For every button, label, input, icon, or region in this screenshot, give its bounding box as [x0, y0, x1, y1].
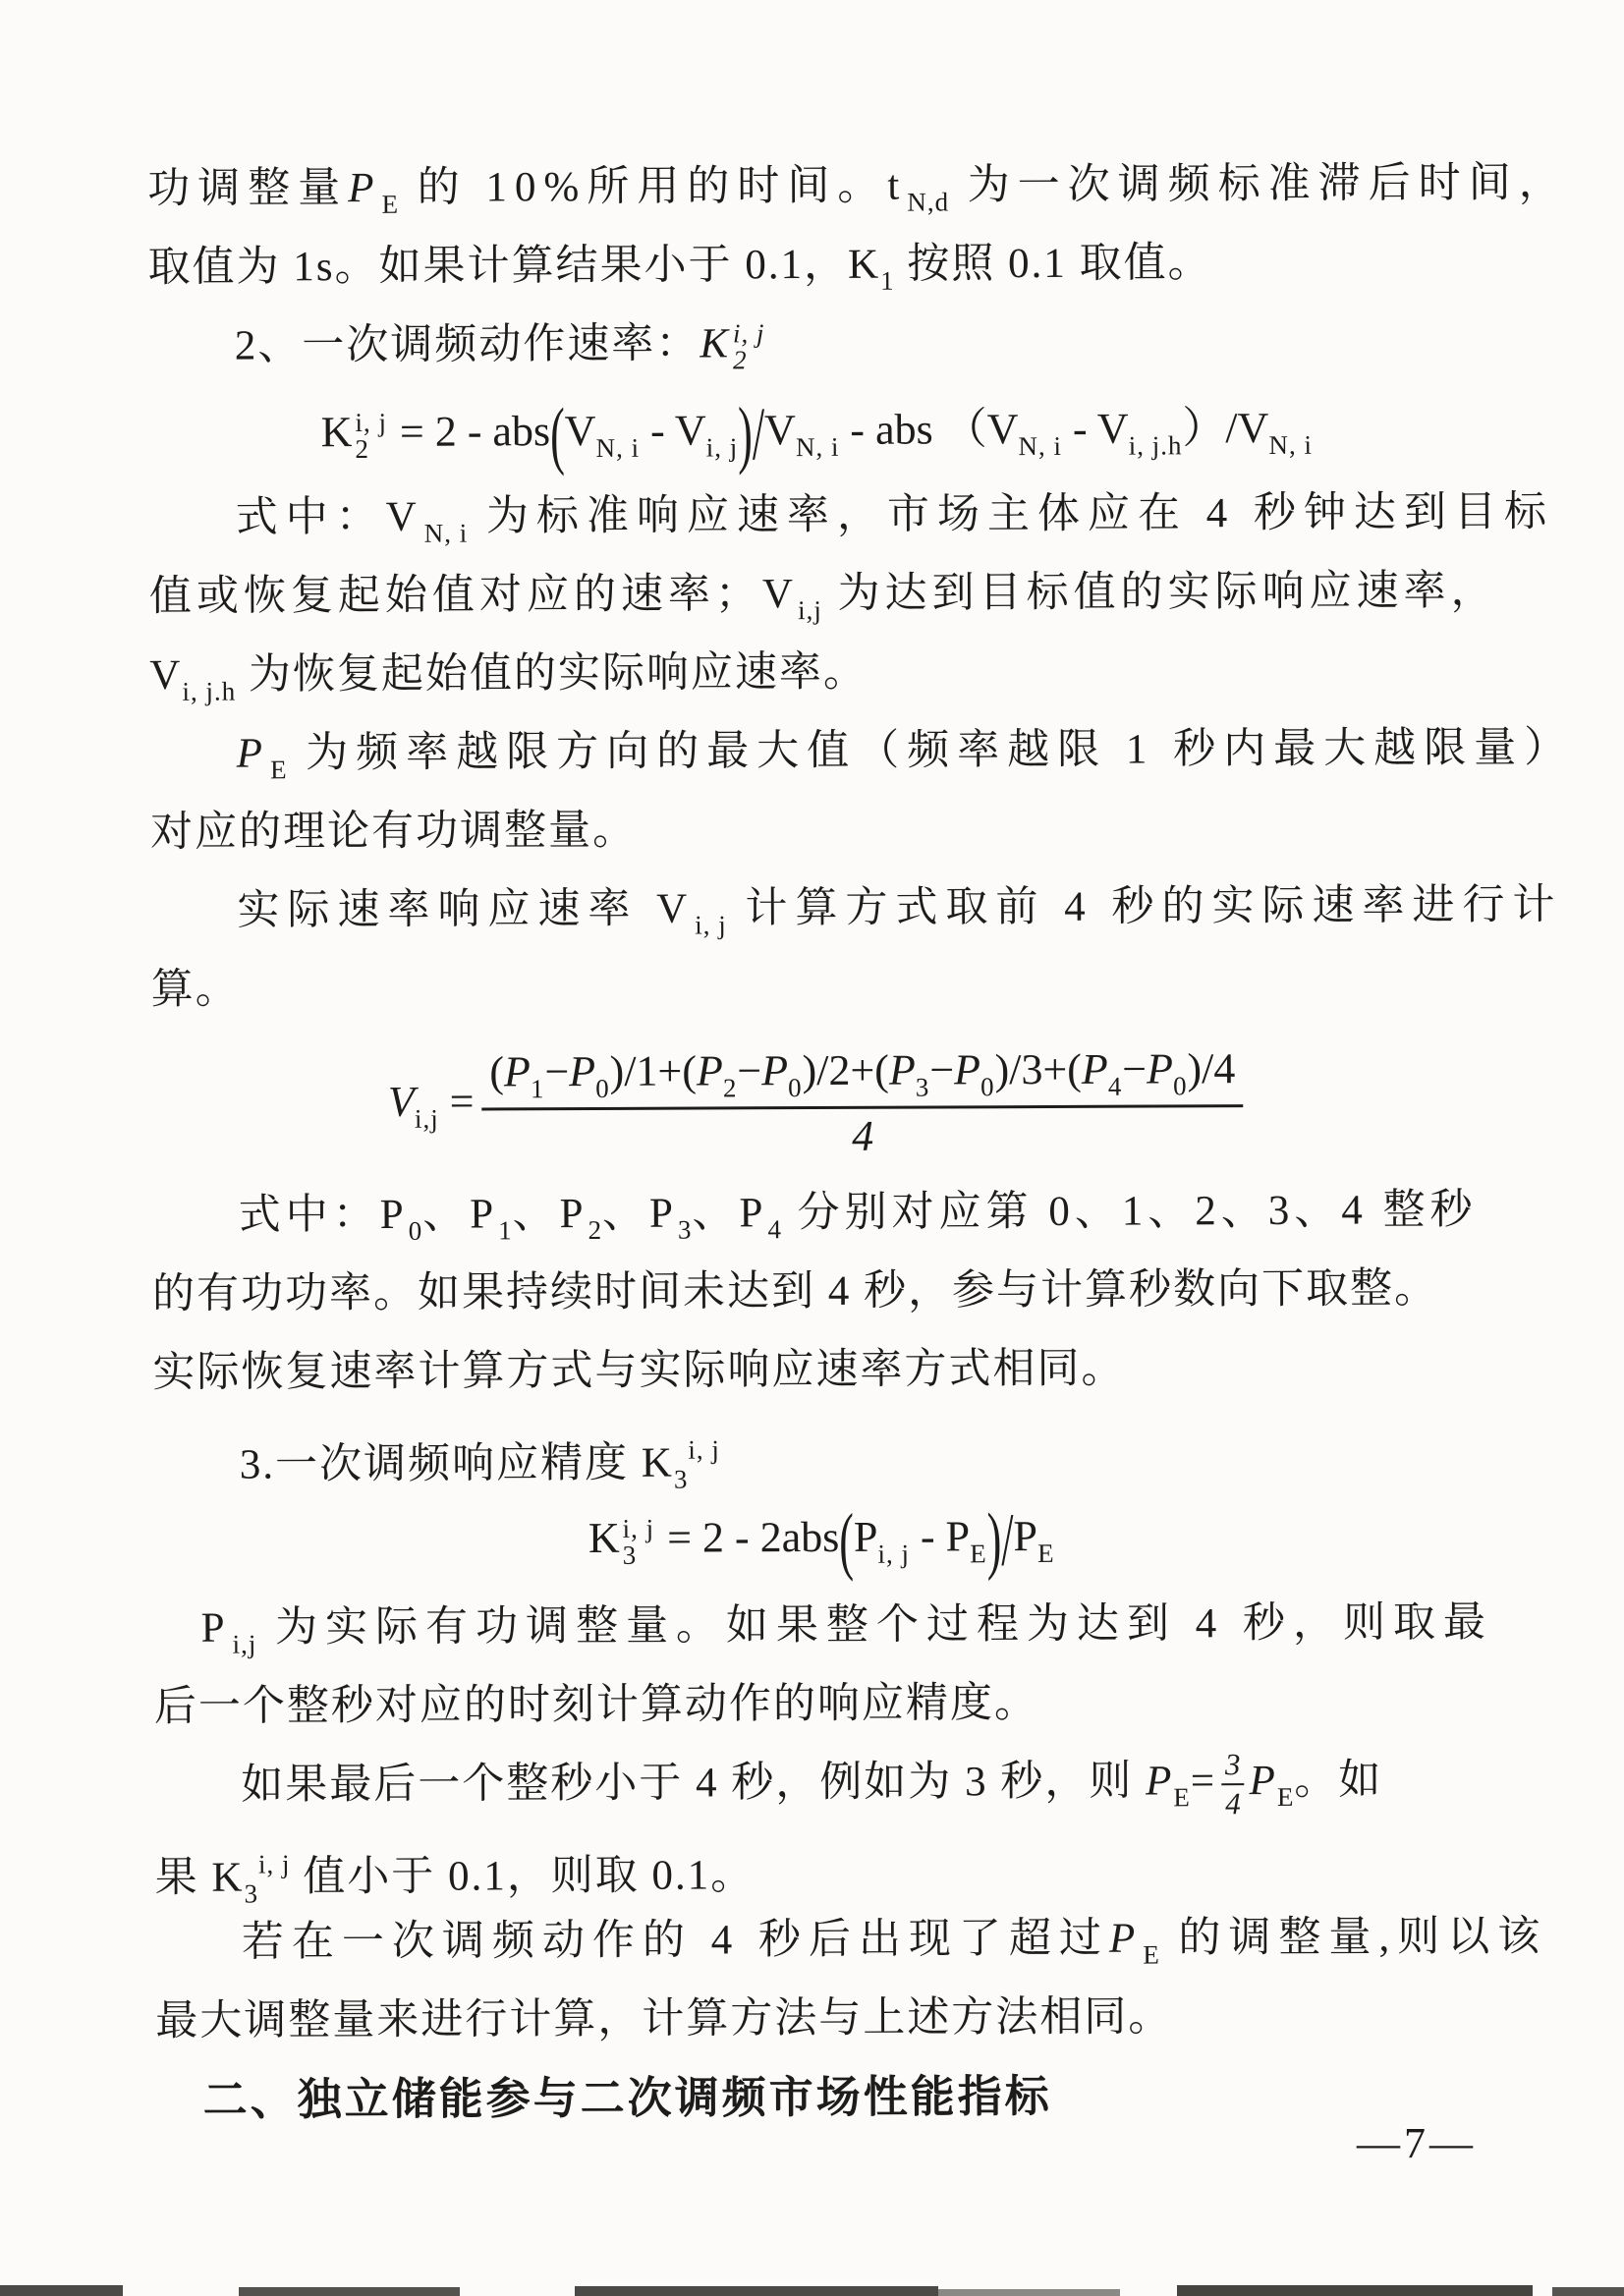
- scan-artifact-strip: [239, 2287, 460, 2296]
- line-2: 取值为 1s。如果计算结果小于 0.1，$K_1$ 按照 0.1 取值。: [147, 240, 1212, 296]
- line-20: 如果最后一个整秒小于 4 秒，例如为 3 秒，则 $P_E=$ $\frac{3}{4}$ $P_E$。如: [241, 1747, 1383, 1820]
- line-1: 功调整量$P_E$ 的 10%所用的时间。$t_{N,d}$ 为一次调频标准滞后时间，: [147, 159, 1569, 219]
- line-3: 2、一次调频动作速率：K i, j 2: [234, 318, 765, 375]
- line-13: 式中：$P_0$、$P_1$、$P_2$、$P_3$、$P_4$ 分别对应第 0、1、2、3、4 整秒: [238, 1187, 1478, 1246]
- line-18: $P_{i,j}$ 为实际有功调整量。如果整个过程为达到 4 秒，则取最: [200, 1599, 1494, 1659]
- scan-artifact-strip: [1552, 2287, 1624, 2296]
- formula-k2: K i, j 2 = $2 - abs(V_{N, i} - V_{i, j})/V_{N, i}$ - abs $(V_{N, i} - V_{i, j.h})/V_{N, i}$: [320, 392, 1313, 477]
- line-9: 对应的理论有功调整量。: [149, 807, 638, 856]
- line-22: 若在一次调频动作的 4 秒后出现了超过$P_E$ 的调整量,则以该: [241, 1913, 1548, 1970]
- line-23: 最大调整量来进行计算，计算方法与上述方法相同。: [155, 1993, 1173, 2044]
- document-content: [147, 144, 1575, 2140]
- scan-artifact-strip: [1177, 2285, 1533, 2296]
- formula-vij: $V_{i,j}$ = $\frac{(P_1-P_0)/1+(P_2-P_0)/2+(P_3-P_0)/3+(P_4-P_0)/4}{4}$: [151, 1024, 1488, 1177]
- scan-artifact-strip: [938, 2289, 1120, 2296]
- page-number: —7—: [1357, 2119, 1477, 2167]
- line-7: $V_{i, j.h}$ 为恢复起始值的实际响应速率。: [149, 648, 868, 706]
- line-19: 后一个整秒对应的时刻计算动作的响应精度。: [153, 1680, 1039, 1730]
- section-heading: 二、独立储能参与二次调频市场性能指标: [202, 2070, 1052, 2125]
- scan-artifact-strip: [575, 2286, 938, 2296]
- line-11: 算。: [150, 966, 240, 1013]
- line-6: 值或恢复起始值对应的速率；$V_{i,j}$ 为达到目标值的实际响应速率，: [148, 567, 1498, 626]
- scan-artifact-strip: [0, 2285, 123, 2296]
- line-14: 的有功功率。如果持续时间未达到 4 秒，参与计算秒数向下取整。: [151, 1265, 1439, 1317]
- line-5: 式中：$V_{N, i}$ 为标准响应速率，市场主体应在 4 秒钟达到目标: [235, 488, 1555, 548]
- line-16: 3.一次调频响应精度 $K_3^{i, j}$: [239, 1434, 720, 1494]
- line-21: 果 $K_3^{i, j}$ 值小于 0.1，则取 0.1。: [154, 1849, 756, 1909]
- formula-k3: K i, j 3 = $2 - 2abs(P_{i, j} - P_E)/P_E$: [588, 1497, 1055, 1583]
- line-15: 实际恢复速率计算方式与实际响应速率方式相同。: [152, 1345, 1126, 1396]
- line-8: $P_E$ 为频率越限方向的最大值（频率越限 1 秒内最大越限量）: [236, 724, 1575, 785]
- line-10: 实际速率响应速率 $V_{i, j}$ 计算方式取前 4 秒的实际速率进行计: [237, 881, 1563, 940]
